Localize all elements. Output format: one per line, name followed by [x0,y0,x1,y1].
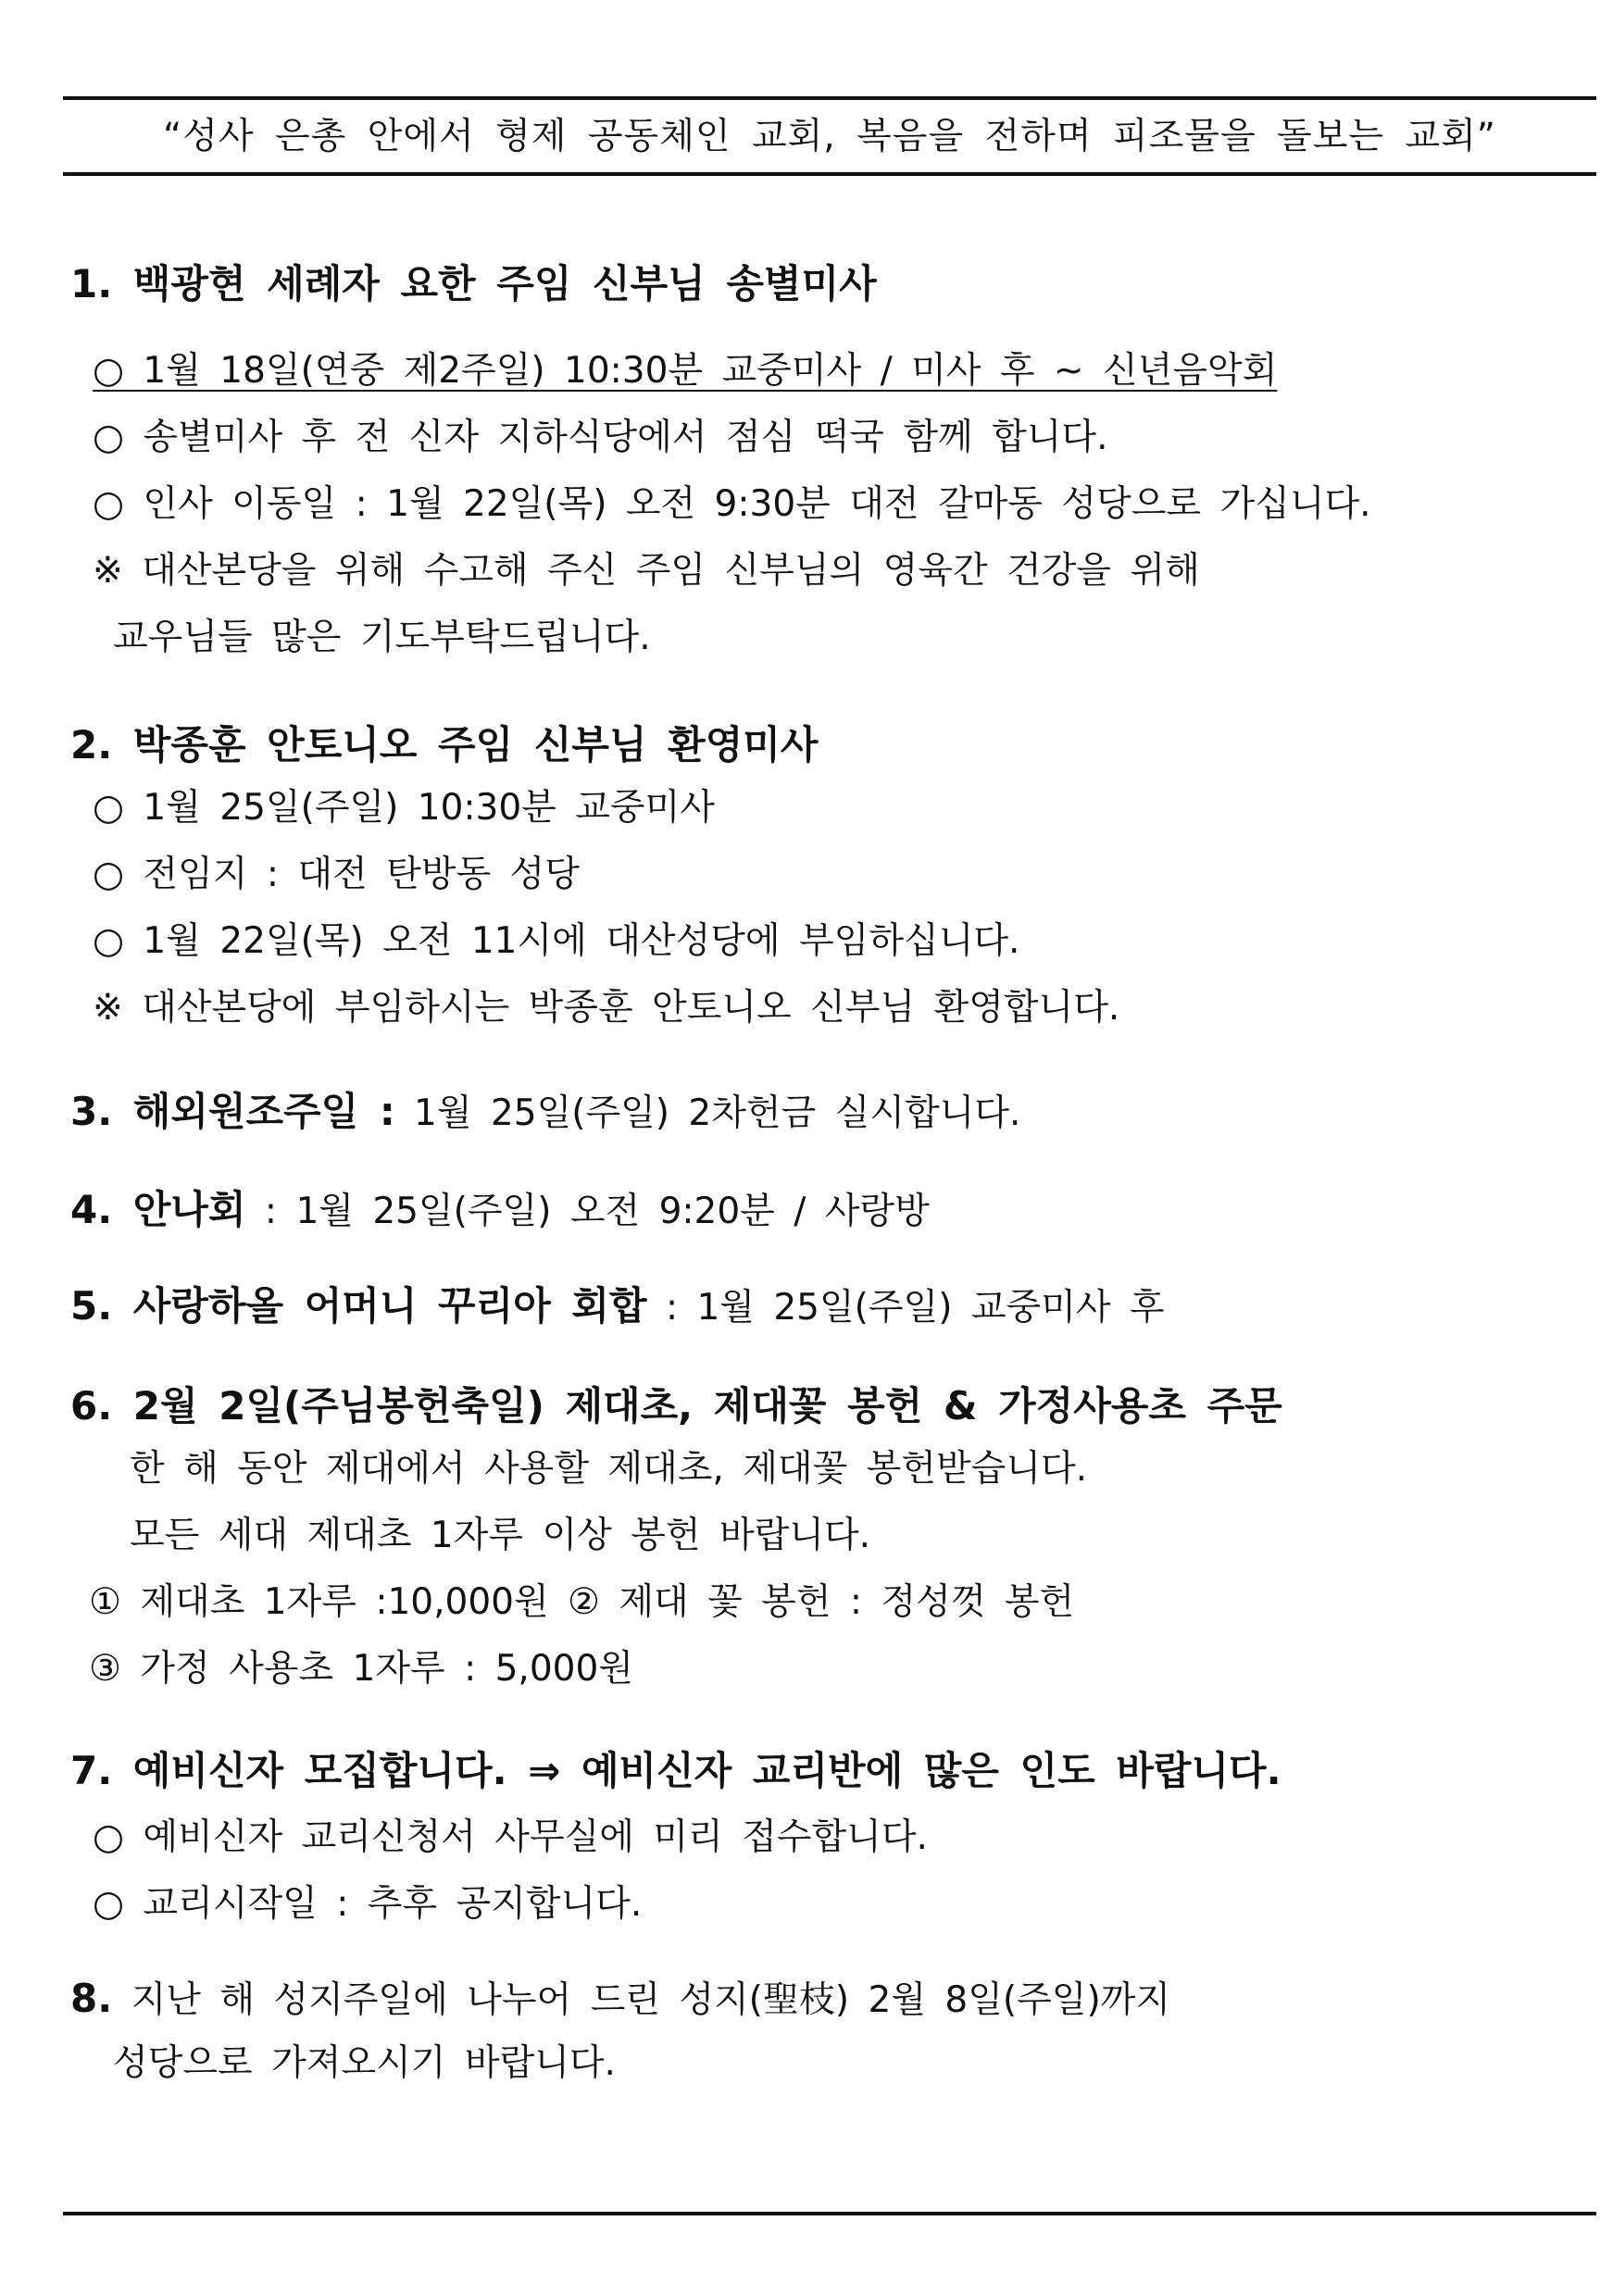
section-1-line-1: ○ 1월 18일(연중 제2주일) 10:30분 교중미사 / 미사 후 ~ 신년음악회 [93,350,1278,392]
section-2-line-4: ※ 대산본당에 부임하시는 박종훈 안토니오 신부님 환영합니다. [93,987,1120,1029]
section-8-text: 지난 해 성지주일에 나누어 드린 성지(聖枝) 2월 8일(주일)까지 [112,1979,1171,2021]
section-2-heading: 2. 박종훈 안토니오 주임 신부님 환영미사 [70,722,819,767]
section-4 [70,1187,930,1234]
section-8-continuation: 성당으로 가져오시기 바랍니다. [113,2042,616,2084]
section-1-line-4: ※ 대산본당을 위해 수고해 주신 주임 신부님의 영육간 건강을 위해 [93,550,1200,592]
section-3 [70,1089,1020,1136]
section-1-line-3: ○ 인사 이동일 : 1월 22일(목) 오전 9:30분 대전 갈마동 성당으로 가십니다. [93,483,1371,525]
section-3-text: 1월 25일(주일) 2차헌금 실시합니다. [394,1092,1021,1134]
bottom-rule [63,2212,1596,2215]
section-5 [70,1283,1165,1330]
section-3-heading: 3. 해외원조주일 : [70,1089,395,1134]
parish-motto: “성사 은총 안에서 형제 공동체인 교회, 복음을 전하며 피조물을 돌보는 교회” [163,116,1496,157]
section-5-heading: 5. 사랑하올 어머니 꾸리아 회합 [70,1283,647,1329]
section-7-heading: 7. 예비신자 모집합니다. ⇒ 예비신자 교리반에 많은 인도 바랍니다. [70,1748,1282,1793]
section-6-line-2: 모든 세대 제대초 1자루 이상 봉헌 바랍니다. [130,1515,871,1556]
section-2-line-2: ○ 전임지 : 대전 탄방동 성당 [93,854,580,895]
section-1-heading: 1. 백광현 세례자 요한 주임 신부님 송별미사 [70,261,877,306]
section-6-line-3: ① 제대초 1자루 :10,000원 ② 제대 꽃 봉헌 : 정성껏 봉헌 [89,1581,1075,1623]
section-5-text: : 1월 25일(주일) 교중미사 후 [646,1287,1165,1329]
section-8-heading: 8. [70,1976,113,2021]
section-6-heading: 6. 2월 2일(주님봉헌축일) 제대초, 제대꽃 봉헌 & 가정사용초 주문 [70,1383,1282,1429]
section-4-heading: 4. 안나회 [70,1187,246,1232]
section-2-line-3: ○ 1월 22일(목) 오전 11시에 대산성당에 부임하십니다. [93,920,1020,962]
section-2-line-1: ○ 1월 25일(주일) 10:30분 교중미사 [93,787,715,829]
section-6-line-4: ③ 가정 사용초 1자루 : 5,000원 [89,1648,633,1690]
section-8 [70,1976,1170,2023]
section-1-line-2: ○ 송별미사 후 전 신자 지하식당에서 점심 떡국 함께 합니다. [93,417,1108,458]
section-7-line-2: ○ 교리시작일 : 추후 공지합니다. [93,1883,643,1925]
section-4-text: : 1월 25일(주일) 오전 9:20분 / 사랑방 [245,1191,930,1232]
section-1-line-5: 교우님들 많은 기도부탁드립니다. [113,617,651,658]
section-7-line-1: ○ 예비신자 교리신청서 사무실에 미리 접수합니다. [93,1816,928,1858]
section-6-line-1: 한 해 동안 제대에서 사용할 제대초, 제대꽃 봉헌받습니다. [130,1448,1088,1490]
